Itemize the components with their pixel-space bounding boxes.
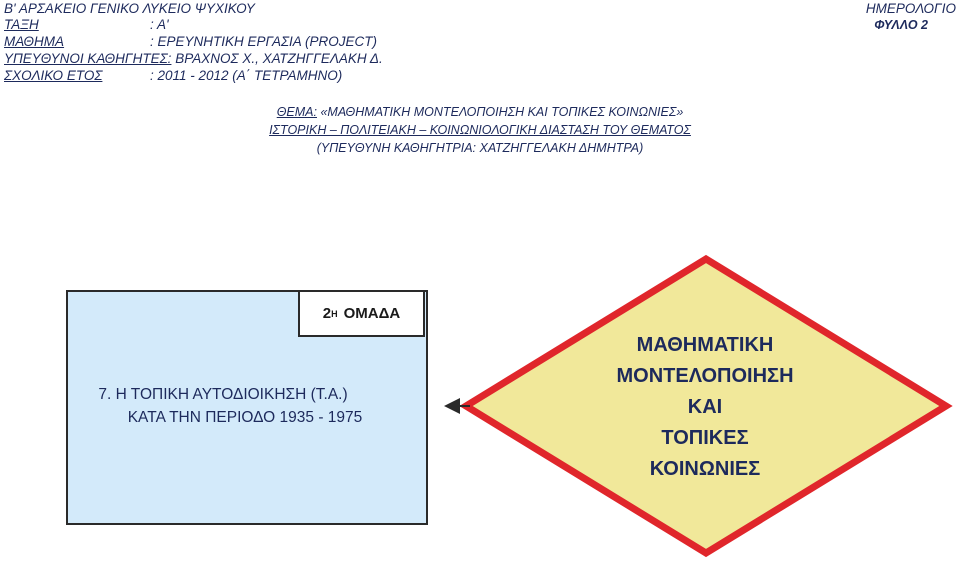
journal-title: ΗΜΕΡΟΛΟΓΙΟ <box>865 1 956 16</box>
class-label: ΤΑΞΗ <box>4 17 39 32</box>
central-line-5: ΚΟΙΝΩΝΙΕΣ <box>649 458 761 480</box>
arrow-head <box>444 398 460 414</box>
central-title <box>560 330 850 485</box>
topic-line-2: ΚΑΤΑ ΤΗΝ ΠΕΡΙΟΔΟ 1935 - 1975 <box>127 409 363 426</box>
school-name: Β' ΑΡΣΑΚΕΙΟ ΓΕΝΙΚΟ ΛΥΚΕΙΟ ΨΥΧΙΚΟΥ <box>4 1 255 16</box>
theme-dimension: ΙΣΤΟΡΙΚΗ – ΠΟΛΙΤΕΙΑΚΗ – ΚΟΙΝΩΝΙΟΛΟΓΙΚΗ ΔΙΑΣΤΑΣΗ ΤΟΥ ΘΕΜΑΤΟΣ <box>269 123 691 137</box>
subject-label: ΜΑΘΗΜΑ <box>4 34 65 49</box>
central-line-1: ΜΑΘΗΜΑΤΙΚΗ <box>636 334 774 356</box>
central-line-2: ΜΟΝΤΕΛΟΠΟΙΗΣΗ <box>616 365 794 387</box>
group-number: 2 <box>322 305 332 322</box>
central-line-3: ΚΑΙ <box>687 396 723 418</box>
year-value: : 2011 - 2012 (Α΄ ΤΕΤΡΑΜΗΝΟ) <box>150 68 343 83</box>
sheet-number: ΦΥΛΛΟ 2 <box>874 18 928 32</box>
theme-title: «ΜΑΘΗΜΑΤΙΚΗ ΜΟΝΤΕΛΟΠΟΙΗΣΗ ΚΑΙ ΤΟΠΙΚΕΣ ΚΟΙΝΩΝΙΕΣ» <box>320 105 684 119</box>
subject-value: : ΕΡΕΥΝΗΤΙΚΗ ΕΡΓΑΣΙΑ (PROJECT) <box>150 34 378 49</box>
teachers-value: ΒΡΑΧΝΟΣ Χ., ΧΑΤΖΗΓΓΕΛΑΚΗ Δ. <box>175 51 383 66</box>
topic-line-1: 7. Η ΤΟΠΙΚΗ ΑΥΤΟΔΙΟΙΚΗΣΗ (Τ.Α.) <box>98 386 348 403</box>
group-label: ΟΜΑΔΑ <box>343 305 401 322</box>
year-label: ΣΧΟΛΙΚΟ ΕΤΟΣ <box>4 68 103 83</box>
class-value: : Α' <box>150 17 169 32</box>
group-superscript: Η <box>331 308 338 319</box>
theme-responsible: (ΥΠΕΥΘΥΝΗ ΚΑΘΗΓΗΤΡΙΑ: ΧΑΤΖΗΓΓΕΛΑΚΗ ΔΗΜΗΤΡΑ) <box>316 141 644 155</box>
central-line-4: ΤΟΠΙΚΕΣ <box>661 427 749 449</box>
theme-label: ΘΕΜΑ: <box>276 105 317 119</box>
teachers-label: ΥΠΕΥΘΥΝΟΙ ΚΑΘΗΓΗΤΕΣ: <box>4 51 172 66</box>
